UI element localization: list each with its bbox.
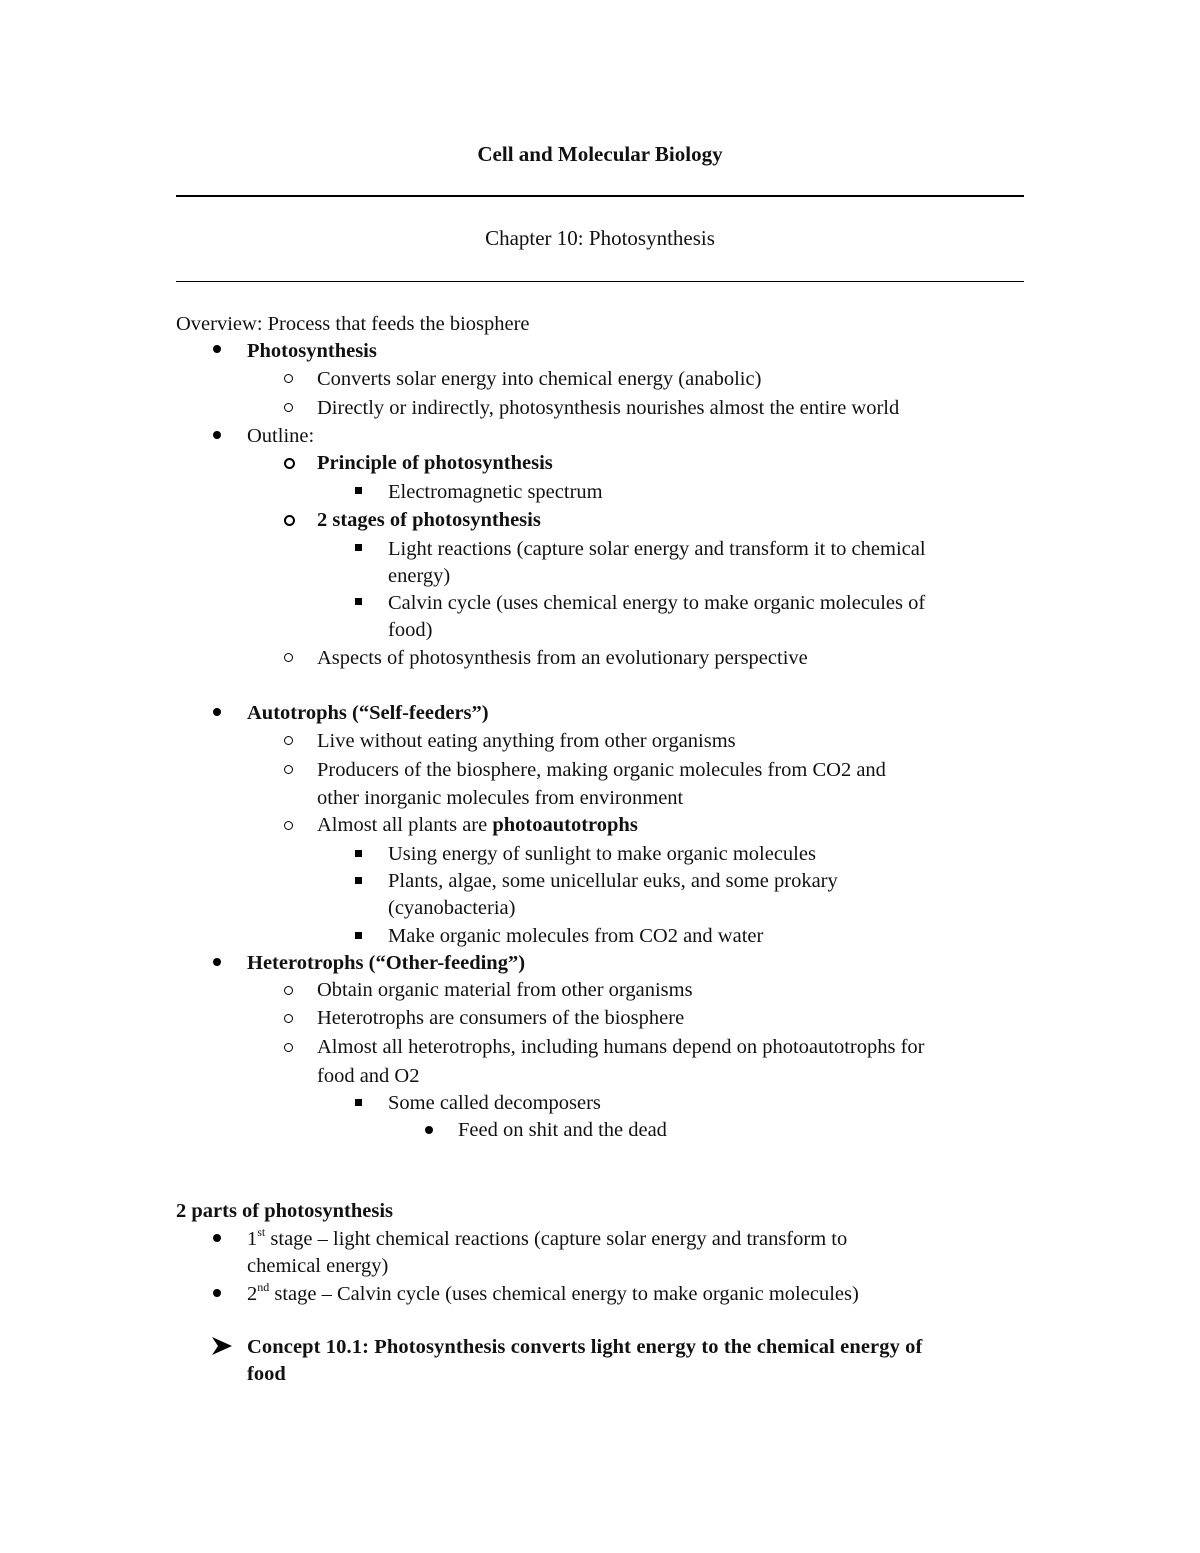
bullet-circle-icon <box>284 403 293 412</box>
list-item: Light reactions (capture solar energy and transform it to chemical <box>388 538 926 560</box>
bullet-square-icon <box>355 932 362 939</box>
bullet-square-icon <box>355 487 362 494</box>
concept-heading-continued: food <box>247 1363 286 1385</box>
bullet-square-icon <box>355 1099 362 1106</box>
list-item: Calvin cycle (uses chemical energy to make organic molecules of <box>388 592 926 614</box>
bullet-dot-icon <box>213 1234 221 1242</box>
bullet-circle-icon <box>284 1014 293 1023</box>
bullet-dot-icon <box>425 1126 433 1134</box>
arrow-bullet-icon <box>211 1336 233 1356</box>
ordinal-number: 2 <box>247 1283 258 1305</box>
overview-line: Overview: Process that feeds the biosphere <box>176 313 530 335</box>
list-item-continued: energy) <box>388 565 451 587</box>
ordinal-number: 1 <box>247 1228 258 1250</box>
list-item-continued: food) <box>388 619 433 641</box>
bullet-square-icon <box>355 598 362 605</box>
outline-heading: Outline: <box>247 425 315 447</box>
heterotrophs-heading: Heterotrophs (“Other-feeding”) <box>247 952 526 974</box>
principle-heading: Principle of photosynthesis <box>317 452 553 474</box>
photoautotrophs-prefix: Almost all plants are <box>317 814 493 836</box>
bullet-square-icon <box>355 850 362 857</box>
stage-text: stage – Calvin cycle (uses chemical energy to make organic molecules) <box>269 1283 859 1305</box>
ordinal-suffix: nd <box>257 1280 270 1295</box>
photoautotrophs-term: photoautotrophs <box>492 814 638 836</box>
list-item: Aspects of photosynthesis from an evolutionary perspective <box>317 647 808 669</box>
bullet-circle-icon <box>284 653 293 662</box>
bullet-circle-icon <box>284 374 293 383</box>
parts-heading: 2 parts of photosynthesis <box>176 1200 393 1222</box>
title-divider <box>176 195 1024 197</box>
list-item <box>247 1226 847 1252</box>
photosynthesis-heading: Photosynthesis <box>247 340 377 362</box>
list-item: Live without eating anything from other organisms <box>317 730 736 752</box>
ordinal-suffix: st <box>257 1225 266 1240</box>
chapter-divider <box>176 281 1024 282</box>
list-item: Some called decomposers <box>388 1092 601 1114</box>
list-item: Obtain organic material from other organisms <box>317 979 693 1001</box>
list-item-continued: food and O2 <box>317 1065 420 1087</box>
bullet-square-icon <box>355 544 362 551</box>
list-item: Directly or indirectly, photosynthesis nourishes almost the entire world <box>317 397 900 419</box>
list-item: Feed on shit and the dead <box>458 1119 667 1141</box>
list-item-continued: chemical energy) <box>247 1255 389 1277</box>
list-item-continued: (cyanobacteria) <box>388 897 516 919</box>
bullet-circle-icon <box>284 821 293 830</box>
list-item-continued: other inorganic molecules from environment <box>317 787 684 809</box>
list-item <box>247 1281 859 1307</box>
bullet-circle-icon <box>284 515 295 526</box>
chapter-title: Chapter 10: Photosynthesis <box>485 226 715 250</box>
list-item: Make organic molecules from CO2 and water <box>388 925 764 947</box>
autotrophs-heading: Autotrophs (“Self-feeders”) <box>247 702 489 724</box>
bullet-circle-icon <box>284 736 293 745</box>
bullet-dot-icon <box>213 431 221 439</box>
stage-text: stage – light chemical reactions (capture solar energy and transform to <box>265 1228 848 1250</box>
bullet-dot-icon <box>213 708 221 716</box>
bullet-dot-icon <box>213 345 221 353</box>
list-item: Heterotrophs are consumers of the biosphere <box>317 1007 685 1029</box>
bullet-square-icon <box>355 877 362 884</box>
bullet-dot-icon <box>213 1289 221 1297</box>
list-item <box>317 812 638 838</box>
bullet-circle-icon <box>284 458 295 469</box>
list-item: Electromagnetic spectrum <box>388 481 603 503</box>
stages-heading: 2 stages of photosynthesis <box>317 509 541 531</box>
bullet-dot-icon <box>213 958 221 966</box>
bullet-circle-icon <box>284 986 293 995</box>
bullet-circle-icon <box>284 1043 293 1052</box>
list-item: Using energy of sunlight to make organic molecules <box>388 843 816 865</box>
course-title: Cell and Molecular Biology <box>477 142 723 166</box>
list-item: Plants, algae, some unicellular euks, and some prokary <box>388 870 838 892</box>
bullet-circle-icon <box>284 765 293 774</box>
concept-heading: Concept 10.1: Photosynthesis converts light energy to the chemical energy of <box>247 1336 923 1358</box>
list-item: Producers of the biosphere, making organic molecules from CO2 and <box>317 759 886 781</box>
list-item: Almost all heterotrophs, including humans depend on photoautotrophs for <box>317 1036 925 1058</box>
list-item: Converts solar energy into chemical energy (anabolic) <box>317 368 762 390</box>
